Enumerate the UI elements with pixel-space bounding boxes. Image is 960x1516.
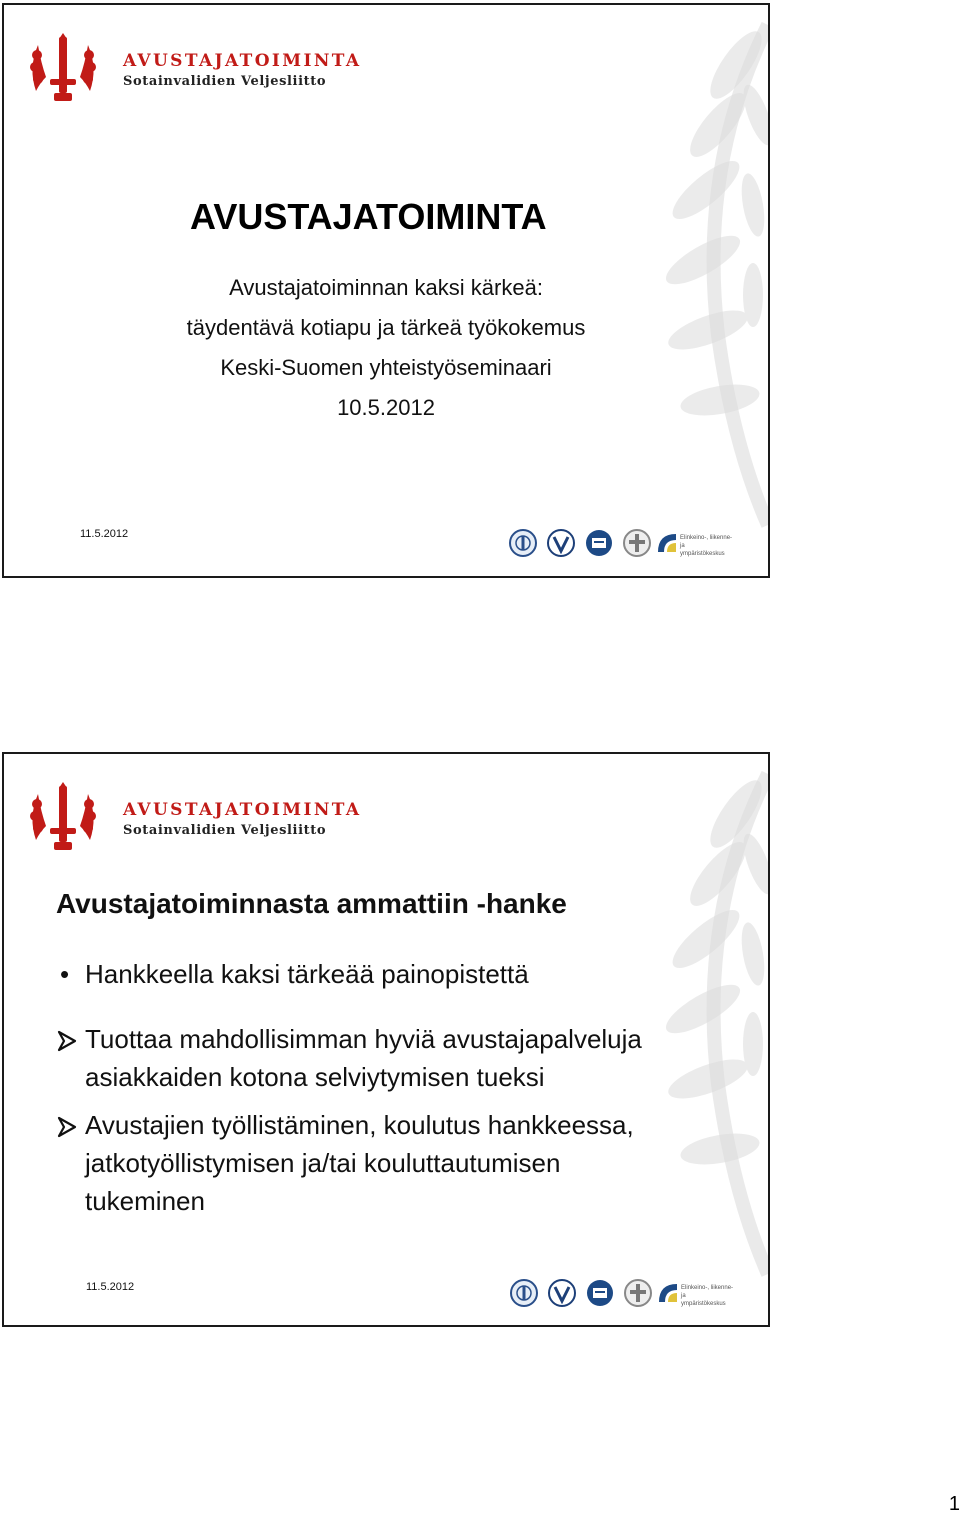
- brand-title: AVUSTAJATOIMINTA: [123, 51, 362, 71]
- brand-organization: Sotainvalidien Veljesliitto: [123, 74, 327, 89]
- sub-item-line: asiakkaiden kotona selviytymisen tueksi: [85, 1062, 545, 1092]
- ely-logo-icon: [656, 532, 678, 554]
- ely-logo-icon: [657, 1282, 679, 1304]
- partner-shield-icon: [547, 529, 575, 557]
- sub-item-line: jatkotyöllistymisen ja/tai kouluttautumisen: [85, 1148, 561, 1178]
- page-number: 1: [948, 1493, 960, 1515]
- subtitle-line: Avustajatoiminnan kaksi kärkeä:: [229, 275, 543, 300]
- ely-centre-logo: [657, 1278, 739, 1308]
- partner-logos: [509, 526, 744, 560]
- subtitle-line: täydentävä kotiapu ja tärkeä työkokemus: [186, 315, 586, 340]
- slide-footer-date: 11.5.2012: [86, 1281, 135, 1293]
- partner-shield-icon: [548, 1279, 576, 1307]
- arrow-bullet-icon: [56, 1030, 78, 1052]
- partner-cross-icon: [623, 529, 651, 557]
- ely-centre-logo: [656, 528, 738, 558]
- brand-title: AVUSTAJATOIMINTA: [123, 800, 362, 820]
- sub-item-line: Tuottaa mahdollisimman hyviä avustajapalveluja: [85, 1024, 642, 1054]
- bullet-dot: •: [60, 959, 70, 989]
- slide-title: [2, 3, 770, 578]
- subtitle-date: 10.5.2012: [337, 395, 435, 420]
- partner-seal-icon: [509, 529, 537, 557]
- subtitle-line: Keski-Suomen yhteistyöseminaari: [220, 355, 552, 380]
- ely-text: Elinkeino-, liikenne- ja ympäristökeskus: [680, 535, 733, 557]
- brand-organization: Sotainvalidien Veljesliitto: [123, 823, 327, 838]
- slide-heading: Avustajatoiminnasta ammattiin -hanke: [56, 888, 567, 919]
- slide-footer-date: 11.5.2012: [80, 528, 129, 540]
- arrow-bullet-icon: [56, 1116, 78, 1138]
- partner-badge-icon: [585, 529, 613, 557]
- sub-item-line: Avustajien työllistäminen, koulutus hankkeessa,: [85, 1110, 634, 1140]
- bullet-text: Hankkeella kaksi tärkeää painopistettä: [85, 959, 529, 989]
- partner-cross-icon: [624, 1279, 652, 1307]
- slide-project: [2, 752, 770, 1327]
- slide-title-heading: AVUSTAJATOIMINTA: [190, 196, 547, 237]
- partner-logos: [510, 1276, 745, 1310]
- partner-badge-icon: [586, 1279, 614, 1307]
- sub-item-line: tukeminen: [85, 1186, 205, 1216]
- ely-text: Elinkeino-, liikenne- ja ympäristökeskus: [681, 1285, 734, 1307]
- veljesliitto-emblem-icon: [28, 782, 98, 854]
- partner-seal-icon: [510, 1279, 538, 1307]
- veljesliitto-emblem-icon: [28, 33, 98, 105]
